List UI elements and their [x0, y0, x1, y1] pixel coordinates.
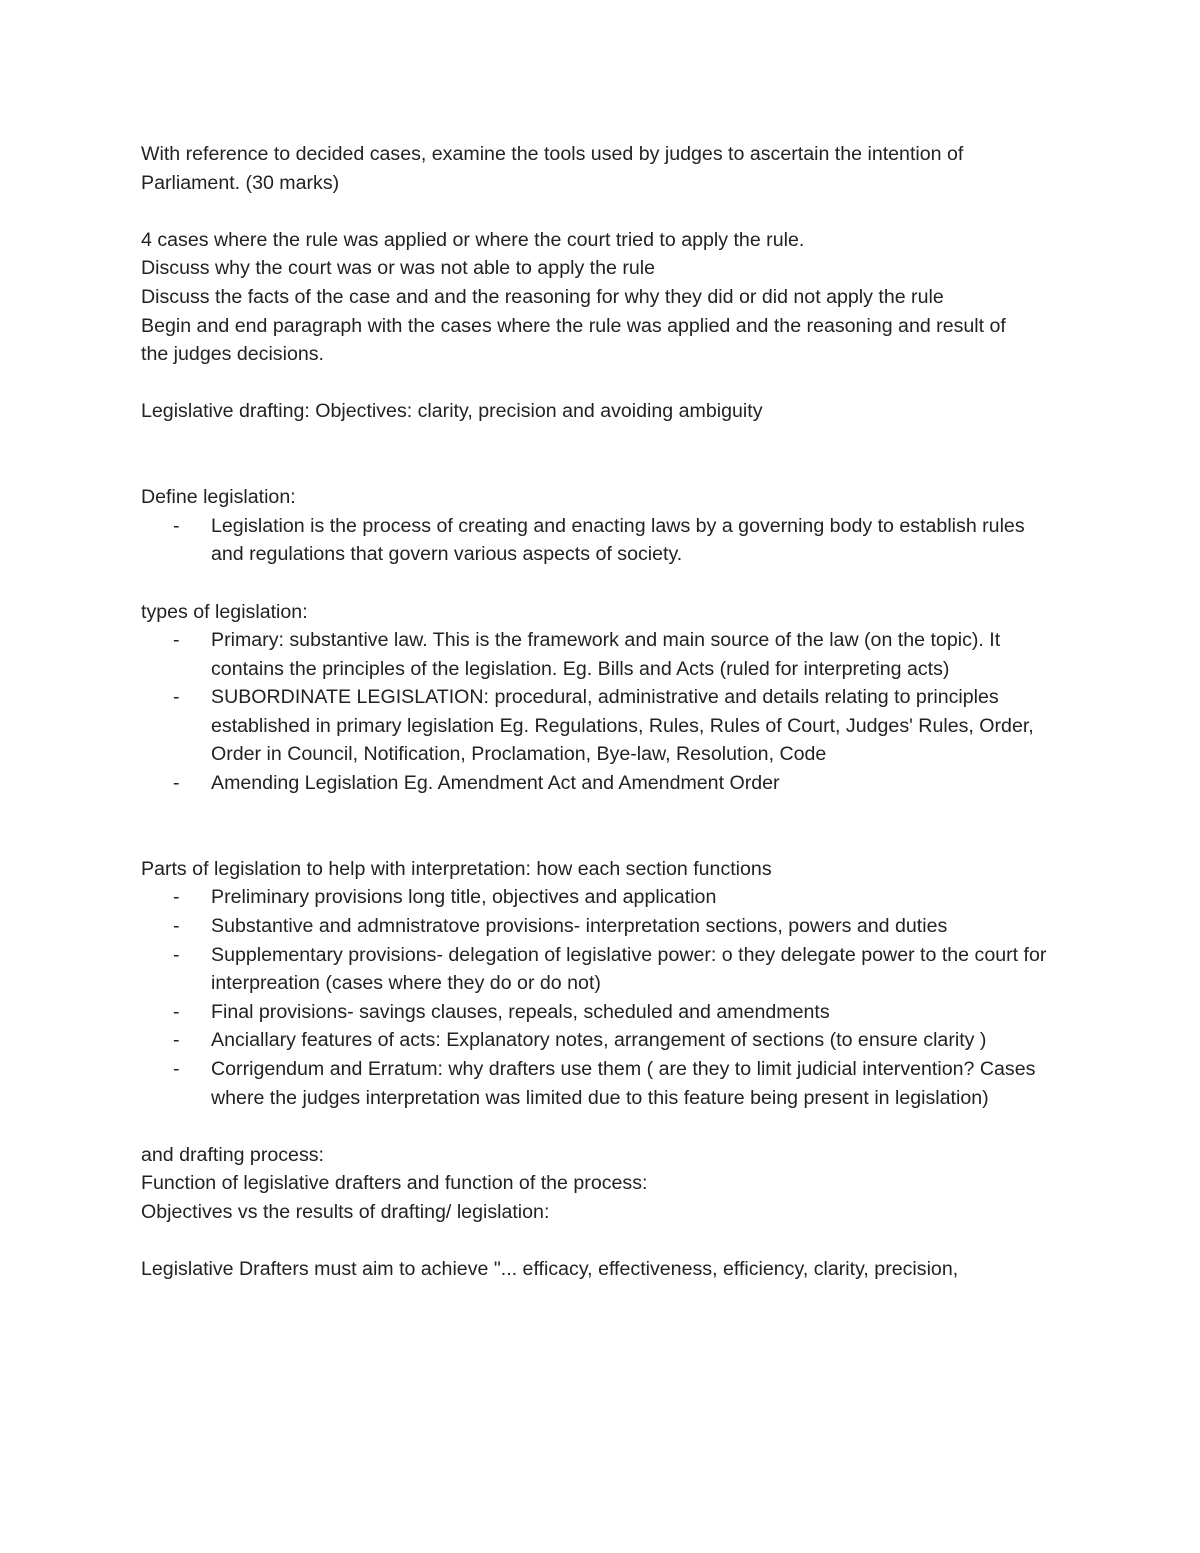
- dash-bullet: -: [173, 1000, 180, 1023]
- list-item: [141, 1055, 1061, 1112]
- dash-bullet: -: [173, 629, 180, 652]
- parts-heading: Parts of legislation to help with interpretation: how each section functions: [141, 857, 772, 880]
- list-item: [141, 512, 1061, 569]
- dash-bullet: -: [173, 886, 180, 909]
- dash-bullet: -: [173, 772, 180, 795]
- list-item-text: Supplementary provisions- delegation of legislative power: o they delegate power to the court for interpreation (cases where they do or do not): [211, 943, 1047, 995]
- list-item: [141, 626, 1061, 683]
- question-line-1: With reference to decided cases, examine the tools used by judges to ascertain the intention of: [141, 143, 964, 165]
- list-item: [141, 998, 1061, 1027]
- process-line: Objectives vs the results of drafting/ legislation:: [141, 1200, 550, 1223]
- dash-bullet: -: [173, 943, 180, 966]
- dash-bullet: -: [173, 1058, 180, 1080]
- list-item-text: Corrigendum and Erratum: why drafters use them ( are they to limit judicial intervention? Cases where the judges interpretation was limited due to this feature being present in legislation): [211, 1058, 1036, 1109]
- list-item: [141, 1026, 1061, 1055]
- types-list: [141, 626, 1061, 798]
- spacer: [141, 569, 1061, 598]
- list-item-text: Primary: substantive law. This is the framework and main source of the law (on the topic). It contains the principles of the legislation. Eg. Bills and Acts (ruled for interpreting acts): [211, 629, 1001, 680]
- dash-bullet: -: [173, 514, 180, 537]
- spacer: [141, 1227, 1061, 1256]
- list-item-text: Substantive and admnistratove provisions- interpretation sections, powers and duties: [211, 915, 948, 938]
- drafting-objectives: Legislative drafting: Objectives: clarity, precision and avoiding ambiguity: [141, 400, 763, 423]
- spacer: [141, 197, 1061, 226]
- process-line: and drafting process:: [141, 1143, 324, 1166]
- question-line-2: Parliament. (30 marks): [141, 171, 340, 194]
- closing-line: Legislative Drafters must aim to achieve "... efficacy, effectiveness, efficiency, clarity, precision,: [141, 1258, 959, 1281]
- list-item: [141, 769, 1061, 798]
- spacer: [141, 1112, 1061, 1141]
- list-item-text: Anciallary features of acts: Explanatory notes, arrangement of sections (to ensure clarity ): [211, 1029, 987, 1052]
- document-page: [141, 140, 1061, 1284]
- instruction-line: Begin and end paragraph with the cases where the rule was applied and the reasoning and result of the judges decisions.: [141, 314, 1006, 366]
- process-line: Function of legislative drafters and function of the process:: [141, 1172, 648, 1195]
- types-heading: types of legislation:: [141, 600, 308, 623]
- dash-bullet: -: [173, 915, 180, 938]
- spacer: [141, 798, 1061, 855]
- parts-list: [141, 883, 1061, 1112]
- list-item-text: Legislation is the process of creating and enacting laws by a governing body to establish rules and regulations that govern various aspects of society.: [211, 514, 1025, 566]
- dash-bullet: -: [173, 686, 180, 709]
- spacer: [141, 426, 1061, 483]
- instruction-line: Discuss the facts of the case and and the reasoning for why they did or did not apply the rule: [141, 285, 944, 308]
- list-item: [141, 912, 1061, 941]
- list-item: [141, 941, 1061, 998]
- dash-bullet: -: [173, 1029, 180, 1052]
- list-item-text: Final provisions- savings clauses, repeals, scheduled and amendments: [211, 1000, 830, 1023]
- spacer: [141, 369, 1061, 398]
- list-item-text: Amending Legislation Eg. Amendment Act and Amendment Order: [211, 772, 780, 795]
- list-item-text: SUBORDINATE LEGISLATION: procedural, administrative and details relating to principles established in primary legislation Eg. Regulations, Rules, Rules of Court, Judges' Rules, Order, Order in Council, Notification, Proclamation, Bye-law, Resolution, Code: [211, 686, 1034, 766]
- list-item: [141, 683, 1061, 769]
- instruction-line: Discuss why the court was or was not able to apply the rule: [141, 257, 656, 280]
- define-heading: Define legislation:: [141, 486, 296, 509]
- instruction-line: 4 cases where the rule was applied or where the court tried to apply the rule.: [141, 228, 805, 251]
- list-item: [141, 883, 1061, 912]
- list-item-text: Preliminary provisions long title, objectives and application: [211, 886, 717, 909]
- define-list: [141, 512, 1061, 569]
